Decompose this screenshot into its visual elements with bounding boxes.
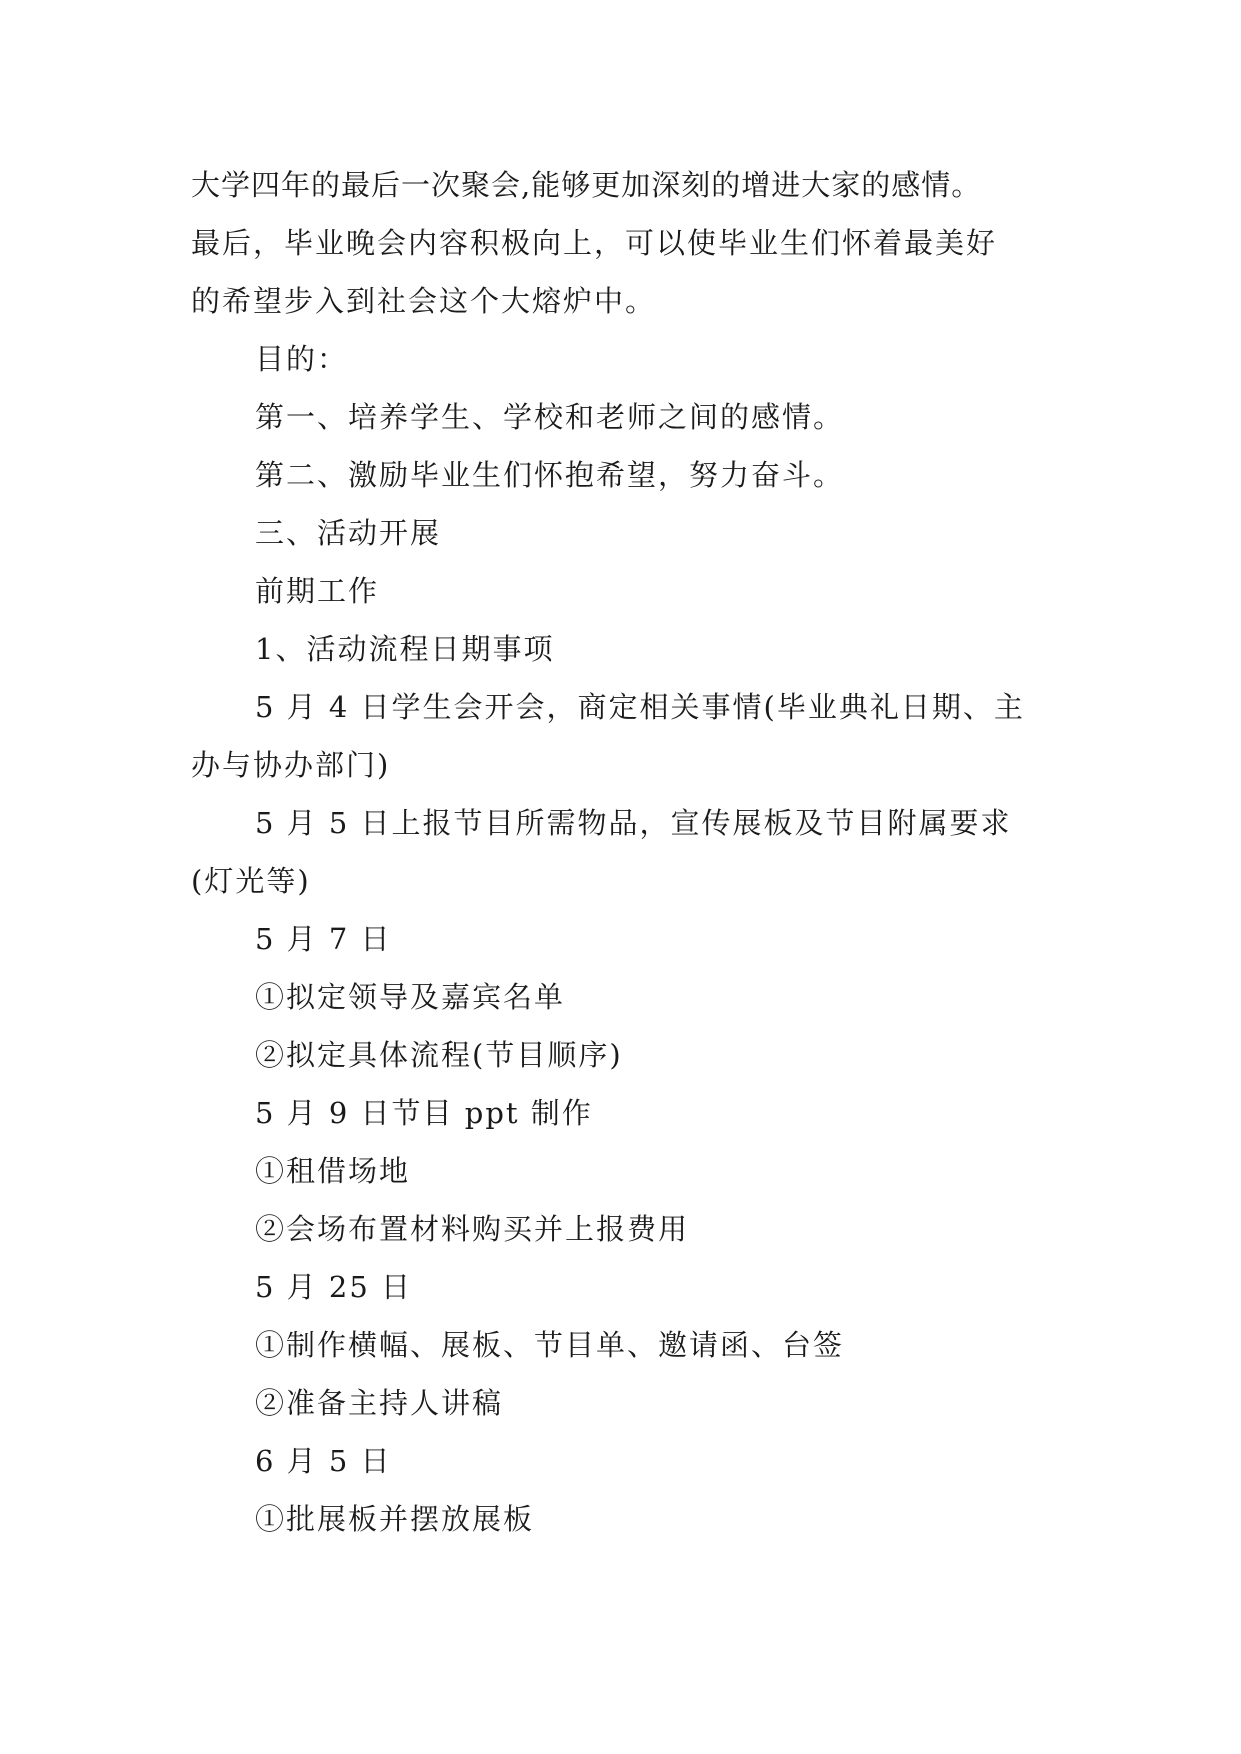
subsection-heading: 前期工作 xyxy=(255,574,380,608)
schedule-task: ①租借场地 xyxy=(255,1154,411,1188)
schedule-task: ①拟定领导及嘉宾名单 xyxy=(255,980,566,1014)
schedule-task: ②会场布置材料购买并上报费用 xyxy=(255,1212,690,1246)
section-heading: 三、活动开展 xyxy=(255,516,442,550)
schedule-task: ①批展板并摆放展板 xyxy=(255,1502,535,1536)
schedule-date: 5 月 25 日 xyxy=(255,1270,413,1304)
schedule-date: 5 月 9 日节目 ppt 制作 xyxy=(255,1096,593,1130)
schedule-date: 6 月 5 日 xyxy=(255,1444,392,1478)
body-text-line: 最后，毕业晚会内容积极向上，可以使毕业生们怀着最美好 xyxy=(191,226,998,260)
schedule-task: ②拟定具体流程(节目顺序) xyxy=(255,1038,623,1072)
schedule-entry: 5 月 4 日学生会开会，商定相关事情(毕业典礼日期、主 xyxy=(255,690,1025,724)
body-text-line: 的希望步入到社会这个大熔炉中。 xyxy=(191,284,657,318)
subsection-heading: 1、活动流程日期事项 xyxy=(255,632,555,666)
schedule-entry-continuation: 办与协办部门) xyxy=(191,748,391,782)
schedule-task: ②准备主持人讲稿 xyxy=(255,1386,504,1420)
schedule-task: ①制作横幅、展板、节目单、邀请函、台签 xyxy=(255,1328,845,1362)
schedule-entry: 5 月 5 日上报节目所需物品，宣传展板及节目附属要求 xyxy=(255,806,1012,840)
purpose-item: 第二、激励毕业生们怀抱希望，努力奋斗。 xyxy=(255,458,845,492)
schedule-date: 5 月 7 日 xyxy=(255,922,392,956)
body-text-line: 大学四年的最后一次聚会,能够更加深刻的增进大家的感情。 xyxy=(191,168,982,202)
section-label: 目的： xyxy=(255,342,349,376)
schedule-entry-continuation: (灯光等) xyxy=(191,864,311,898)
purpose-item: 第一、培养学生、学校和老师之间的感情。 xyxy=(255,400,845,434)
